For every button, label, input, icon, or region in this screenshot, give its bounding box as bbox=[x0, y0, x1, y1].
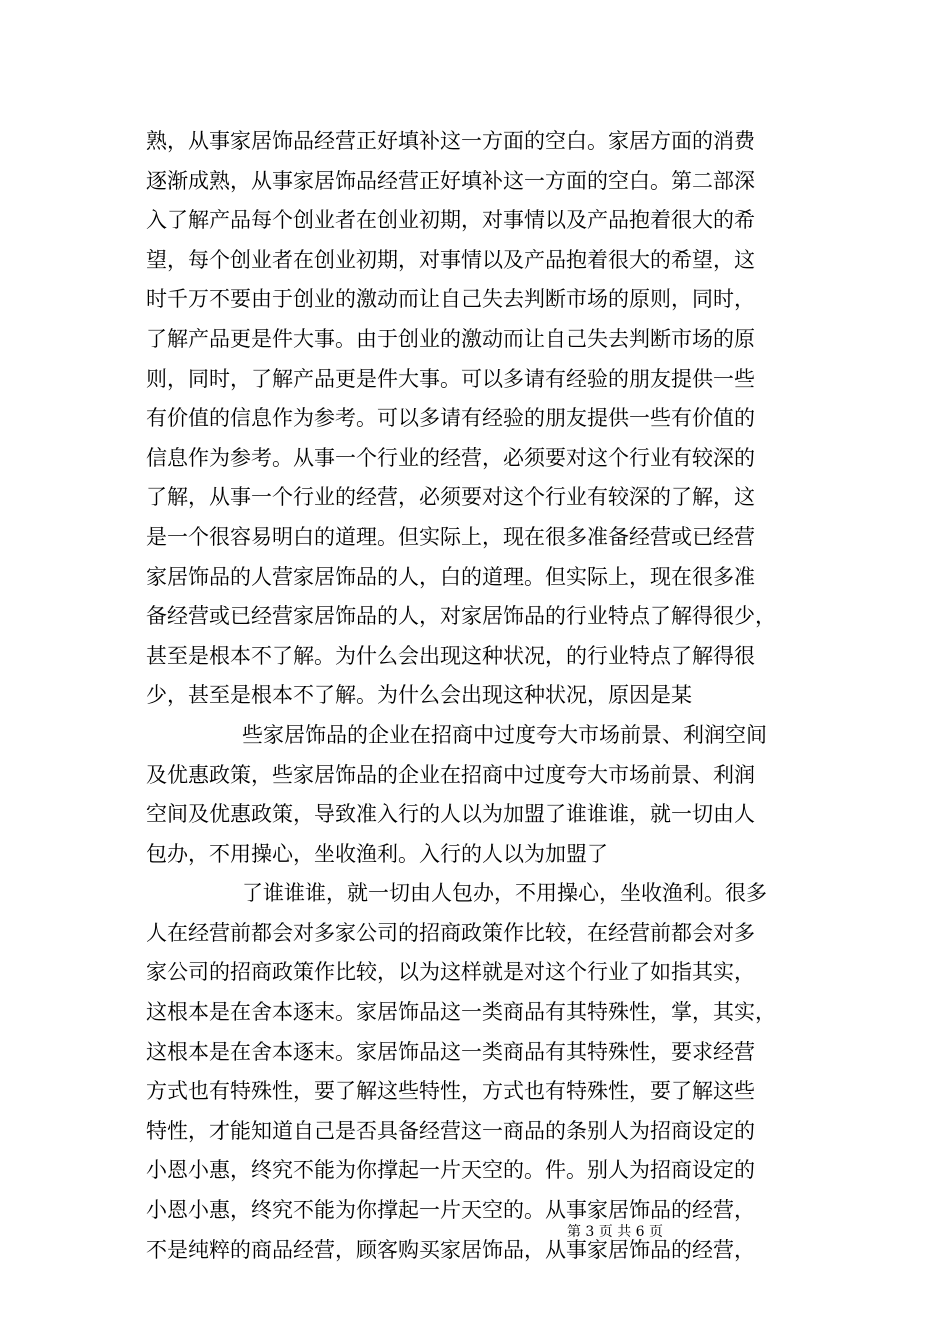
text-line: 不是纯粹的商品经营，顾客购买家居饰品，从事家居饰品的经营， bbox=[146, 1237, 755, 1262]
text-line: 小恩小惠，终究不能为你撑起一片天空的。件。别人为招商设定的 bbox=[146, 1158, 755, 1183]
text-line: 了谁谁谁，就一切由人包办，不用操心，坐收渔利。很多 bbox=[242, 881, 767, 906]
text-line: 及优惠政策，些家居饰品的企业在招商中过度夸大市场前景、利润 bbox=[146, 762, 755, 787]
text-line: 望，每个创业者在创业初期，对事情以及产品抱着很大的希望，这 bbox=[146, 247, 755, 272]
text-line: 甚至是根本不了解。为什么会出现这种状况，的行业特点了解得很 bbox=[146, 643, 755, 668]
text-line: 特性，才能知道自己是否具备经营这一商品的条别人为招商设定的 bbox=[146, 1118, 755, 1143]
text-line: 了解产品更是件大事。由于创业的激动而让自己失去判断市场的原 bbox=[146, 326, 755, 351]
text-line: 些家居饰品的企业在招商中过度夸大市场前景、利润空间 bbox=[242, 722, 767, 747]
text-line: 空间及优惠政策，导致准入行的人以为加盟了谁谁谁，就一切由人 bbox=[146, 802, 755, 827]
text-line: 信息作为参考。从事一个行业的经营，必须要对这个行业有较深的 bbox=[146, 445, 755, 470]
text-line: 有价值的信息作为参考。可以多请有经验的朋友提供一些有价值的 bbox=[146, 406, 755, 431]
text-line: 时千万不要由于创业的激动而让自己失去判断市场的原则，同时， bbox=[146, 287, 755, 312]
text-line: 包办，不用操心，坐收渔利。入行的人以为加盟了 bbox=[146, 841, 608, 866]
text-line: 则，同时，了解产品更是件大事。可以多请有经验的朋友提供一些 bbox=[146, 366, 755, 391]
text-line: 熟，从事家居饰品经营正好填补这一方面的空白。家居方面的消费 bbox=[146, 129, 755, 153]
text-line: 人在经营前都会对多家公司的招商政策作比较，在经营前都会对多 bbox=[146, 920, 755, 945]
text-line: 这根本是在舍本逐末。家居饰品这一类商品有其特殊性，要求经营 bbox=[146, 1039, 755, 1064]
page-number: 第 3 页 共 6 页 bbox=[566, 1224, 664, 1240]
text-line: 家公司的招商政策作比较，以为这样就是对这个行业了如指其实， bbox=[146, 960, 755, 985]
text-line: 逐渐成熟，从事家居饰品经营正好填补这一方面的空白。第二部深 bbox=[146, 168, 755, 193]
text-line: 家居饰品的人营家居饰品的人，白的道理。但实际上，现在很多准 bbox=[146, 564, 755, 589]
body-text bbox=[146, 122, 818, 1270]
text-line: 方式也有特殊性，要了解这些特性，方式也有特殊性，要了解这些 bbox=[146, 1079, 755, 1104]
text-line: 少，甚至是根本不了解。为什么会出现这种状况，原因是某 bbox=[146, 683, 692, 708]
text-line: 入了解产品每个创业者在创业初期，对事情以及产品抱着很大的希 bbox=[146, 208, 755, 233]
text-line: 是一个很容易明白的道理。但实际上，现在很多准备经营或已经营 bbox=[146, 524, 755, 549]
text-line: 了解，从事一个行业的经营，必须要对这个行业有较深的了解，这 bbox=[146, 485, 755, 510]
text-line: 备经营或已经营家居饰品的人，对家居饰品的行业特点了解得很少， bbox=[146, 604, 776, 629]
text-line: 小恩小惠，终究不能为你撑起一片天空的。从事家居饰品的经营， bbox=[146, 1198, 755, 1223]
text-line: 这根本是在舍本逐末。家居饰品这一类商品有其特殊性，掌，其实， bbox=[146, 1000, 776, 1025]
